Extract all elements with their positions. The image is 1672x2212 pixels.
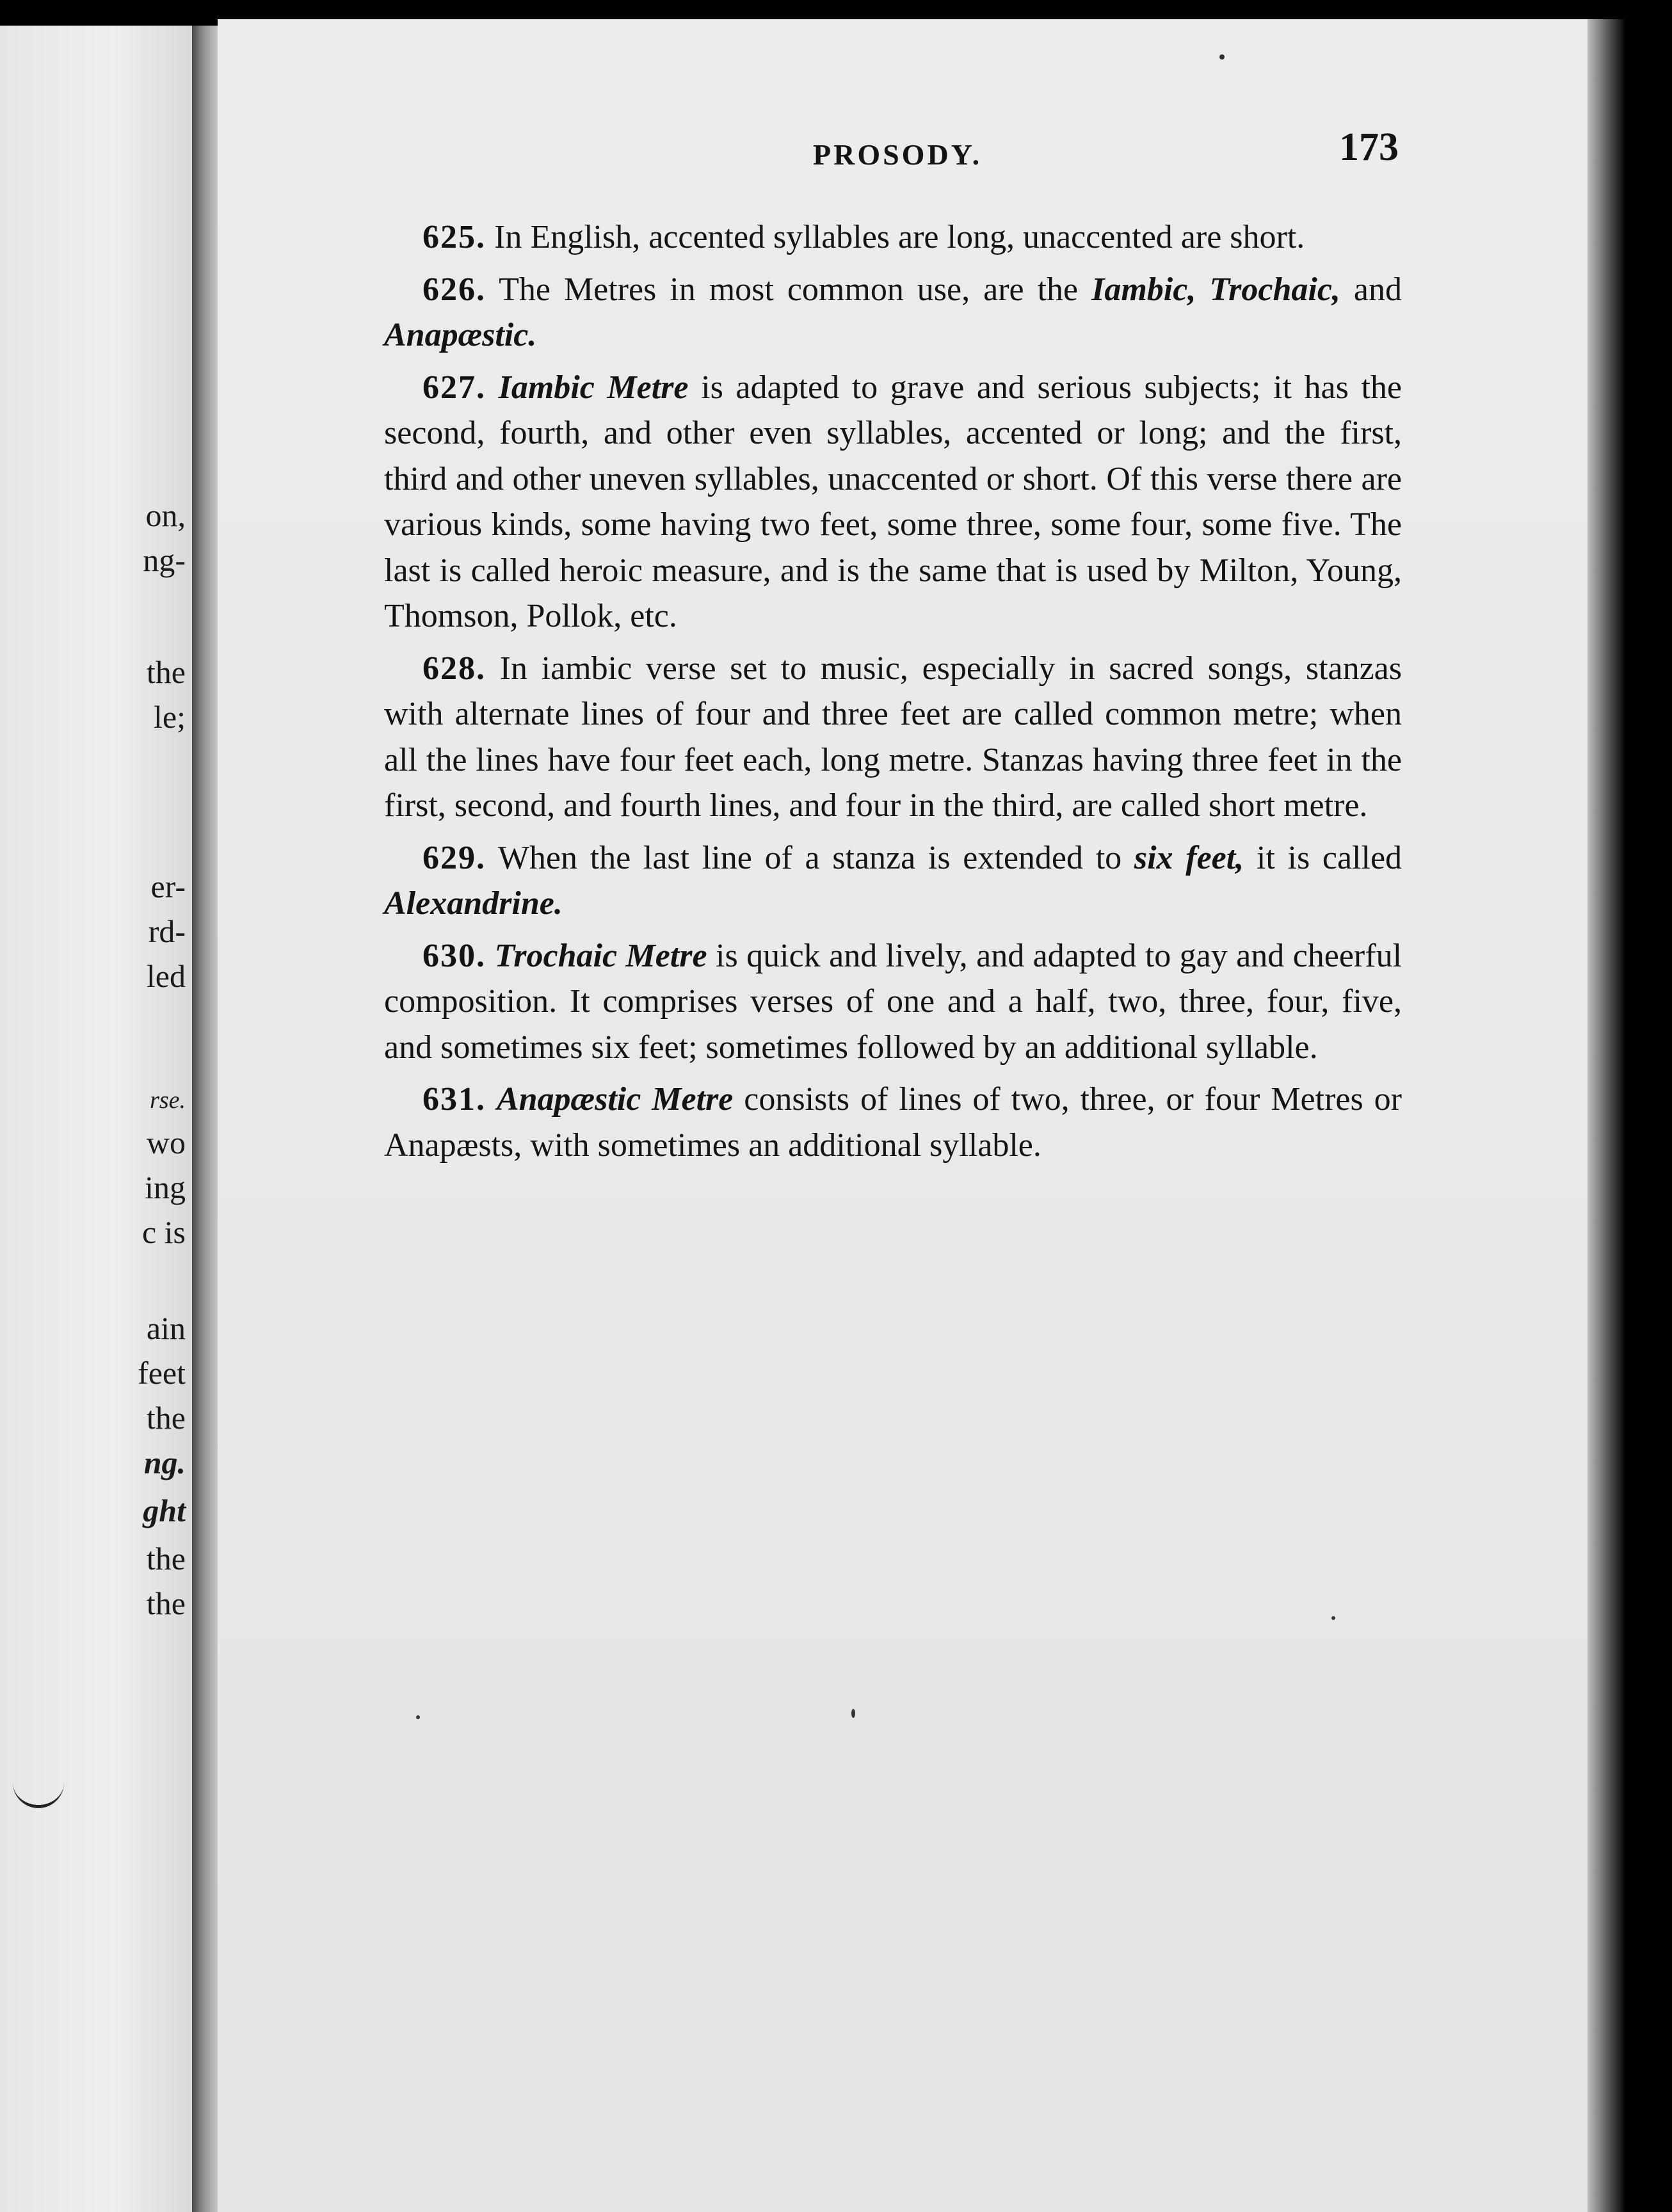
- left-fragment: on,: [145, 497, 186, 533]
- term-iambic: Iambic,: [1091, 271, 1196, 308]
- left-fragment: wo: [146, 1125, 186, 1160]
- page-header: [589, 125, 1399, 176]
- running-title: PROSODY.: [813, 138, 983, 171]
- left-fragment: the: [146, 654, 186, 690]
- paragraph-text: In English, accented syllables are long, unaccented are short.: [494, 219, 1305, 255]
- paragraph-626: [384, 267, 1402, 358]
- paragraph-text: it is called: [1244, 839, 1403, 876]
- left-fragment: le;: [154, 699, 186, 735]
- paragraph-629: [384, 835, 1402, 927]
- ink-curl-mark: [13, 1767, 64, 1808]
- left-fragment: c is: [141, 1214, 186, 1250]
- left-fragment: the: [146, 1541, 186, 1576]
- paragraph-number: 628.: [422, 650, 486, 687]
- left-fragment: ing: [145, 1169, 186, 1205]
- paragraph-text: is quick and lively, and adapted to gay and cheerful composition. It comprises verses of one and a half, two, three, four, five, and sometimes six feet; sometimes followed by an additional syllable.: [384, 937, 1403, 1066]
- term-six-feet: six feet,: [1134, 839, 1244, 876]
- paragraph-631: [384, 1077, 1402, 1168]
- show-through-speck: [1219, 54, 1225, 60]
- page-number: 173: [1339, 125, 1399, 169]
- left-fragment: ng-: [143, 542, 186, 578]
- term-trochaic-metre: Trochaic Metre: [494, 937, 707, 974]
- left-fragment: led: [146, 958, 186, 994]
- facing-page: [0, 26, 192, 2212]
- paragraph-625: [384, 214, 1402, 260]
- book-gutter: [192, 26, 218, 2212]
- paragraph-number: 627.: [422, 369, 486, 406]
- term-trochaic: Trochaic,: [1209, 271, 1340, 308]
- paragraph-628: [384, 646, 1402, 829]
- paragraph-text: The Metres in most common use, are the: [499, 271, 1092, 308]
- left-fragment: rd-: [148, 913, 186, 949]
- paragraph-627: [384, 365, 1402, 639]
- paragraph-number: 629.: [422, 839, 486, 876]
- left-fragment: the: [146, 1585, 186, 1621]
- paragraph-text: In iambic verse set to music, especially in sacred songs, stanzas with alternate lines of four and three feet are called common metre; when all the lines have four feet each, long metre. Stanzas having three feet in the first, second, and fourth lines, and four in the third, are called short metre.: [384, 650, 1403, 824]
- paragraph-text: [1196, 271, 1209, 308]
- left-fragment: rse.: [150, 1087, 186, 1114]
- left-fragment: ng.: [143, 1445, 186, 1480]
- paragraph-number: 626.: [422, 271, 486, 308]
- paragraph-text: consists of lines of two, three, or four Metres or Anapæsts, with sometimes an additional syllable.: [384, 1081, 1402, 1164]
- paragraph-text: and: [1340, 271, 1403, 308]
- left-fragment: ain: [146, 1310, 186, 1346]
- term-alexandrine: Alexandrine.: [384, 885, 563, 922]
- term-iambic-metre: Iambic Metre: [498, 369, 689, 406]
- left-fragment: feet: [138, 1355, 186, 1391]
- paragraph-630: [384, 933, 1402, 1071]
- body-text: [384, 214, 1402, 1174]
- show-through-speck: [1331, 1616, 1335, 1620]
- show-through-speck: [851, 1709, 855, 1718]
- left-fragment: the: [146, 1400, 186, 1436]
- term-anapaestic-metre: Anapæstic Metre: [496, 1081, 734, 1118]
- paragraph-text: is adapted to grave and serious subjects; it has the second, fourth, and other even syllables, accented or long; and the first, third and other uneven syllables, unaccented or short. Of this verse there are various kinds, some having two feet, some three, some four, some five. The last is called heroic measure, and is the same that is used by Milton, Young, Thomson, Pollok, etc.: [384, 369, 1403, 634]
- paragraph-number: 630.: [422, 937, 486, 974]
- paragraph-number: 625.: [422, 219, 486, 255]
- paragraph-text: When the last line of a stanza is extended to: [497, 839, 1134, 876]
- show-through-speck: [416, 1715, 420, 1719]
- page-edge-shadow: [1588, 19, 1626, 2212]
- left-fragment: ght: [143, 1493, 186, 1528]
- left-fragment: er-: [150, 869, 186, 904]
- paragraph-number: 631.: [422, 1081, 486, 1118]
- term-anapaestic: Anapæstic.: [384, 317, 537, 353]
